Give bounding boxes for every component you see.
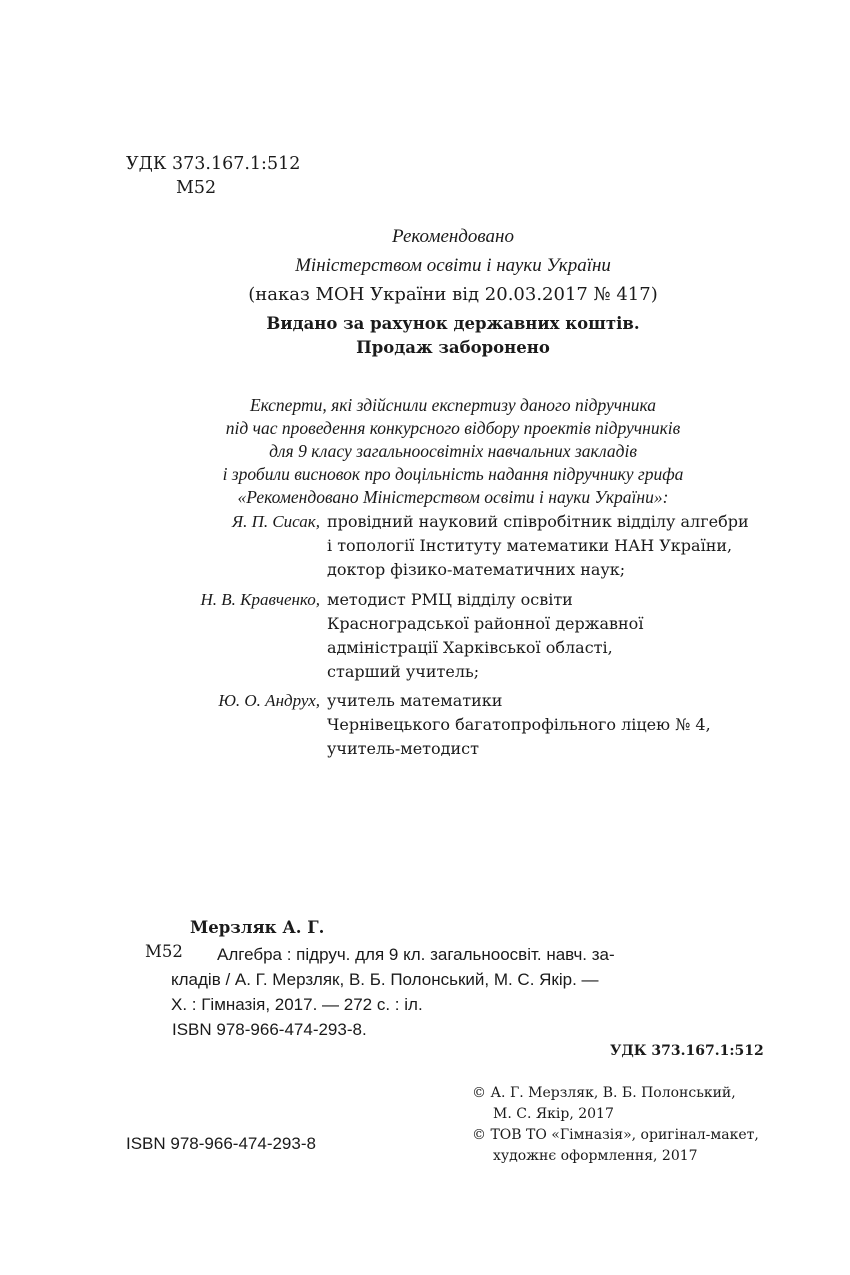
- biblio-author-mark: М52: [145, 942, 183, 961]
- expert-line: провідний науковий співробітник відділу алгебри: [327, 512, 749, 531]
- expert-line: адміністрації Харківської області,: [327, 638, 613, 657]
- expert-line: і топології Інституту математики НАН України,: [327, 536, 733, 555]
- expert-description: [327, 689, 711, 761]
- biblio-line: Алгебра : підруч. для 9 кл. загальноосвіт. навч. за-: [217, 945, 615, 964]
- expert-name: Н. В. Кравченко,: [200, 590, 320, 609]
- expert-description: [327, 510, 749, 582]
- recommendation-block: [0, 222, 850, 309]
- expert-line: методист РМЦ відділу освіти: [327, 590, 573, 609]
- copyright-line: © ТОВ ТО «Гімназія», оригінал-макет,: [472, 1127, 759, 1143]
- expert-name: Ю. О. Андрух,: [218, 691, 320, 710]
- experts-intro: [0, 394, 850, 509]
- recommendation-line-2: Міністерством освіти і науки України: [295, 255, 611, 276]
- experts-intro-line: Експерти, які здійснили експертизу даного підручника: [249, 395, 657, 415]
- author-mark: М52: [176, 178, 217, 198]
- expert-line: доктор фізико-математичних наук;: [327, 560, 626, 579]
- udk-header: [126, 152, 300, 200]
- udk-code: УДК 373.167.1:512: [126, 154, 301, 174]
- biblio-isbn: ISBN 978-966-474-293-8.: [172, 1020, 367, 1039]
- experts-intro-line: і зробили висновок про доцільність надання підручнику грифа: [222, 464, 684, 484]
- funding-line-1: Видано за рахунок державних коштів.: [266, 314, 640, 333]
- expert-line: Чернівецького багатопрофільного ліцею № 4,: [327, 715, 711, 734]
- expert-line: учитель математики: [327, 691, 503, 710]
- biblio-line: кладів / А. Г. Мерзляк, В. Б. Полонський, М. С. Якір. —: [171, 970, 599, 989]
- expert-description: [327, 588, 643, 684]
- biblio-description: [171, 942, 785, 1042]
- isbn: ISBN 978-966-474-293-8: [126, 1134, 316, 1153]
- udk-footer: УДК 373.167.1:512: [610, 1043, 764, 1059]
- expert-line: Красноградської районної державної: [327, 614, 644, 633]
- expert-line: учитель-методист: [327, 739, 479, 758]
- expert-line: старший учитель;: [327, 662, 480, 681]
- experts-intro-line: «Рекомендовано Міністерством освіти і науки України»:: [237, 487, 669, 507]
- copyright-line: © А. Г. Мерзляк, В. Б. Полонський,: [472, 1085, 736, 1101]
- experts-intro-line: для 9 класу загальноосвітніх навчальних закладів: [269, 441, 637, 461]
- recommendation-line-1: Рекомендовано: [392, 226, 514, 247]
- copyright-block: [472, 1083, 759, 1167]
- funding-line-2: Продаж заборонено: [356, 338, 550, 357]
- expert-name: Я. П. Сисак,: [231, 512, 320, 531]
- biblio-line: Х. : Гімназія, 2017. — 272 с. : іл.: [171, 995, 423, 1014]
- ministry-order: (наказ МОН України від 20.03.2017 № 417): [248, 284, 658, 305]
- experts-intro-line: під час проведення конкурсного відбору проектів підручників: [225, 418, 681, 438]
- biblio-author: Мерзляк А. Г.: [190, 918, 325, 937]
- copyright-line: художнє оформлення, 2017: [493, 1148, 698, 1164]
- copyright-line: М. С. Якір, 2017: [493, 1106, 614, 1122]
- funding-notice: [0, 312, 850, 360]
